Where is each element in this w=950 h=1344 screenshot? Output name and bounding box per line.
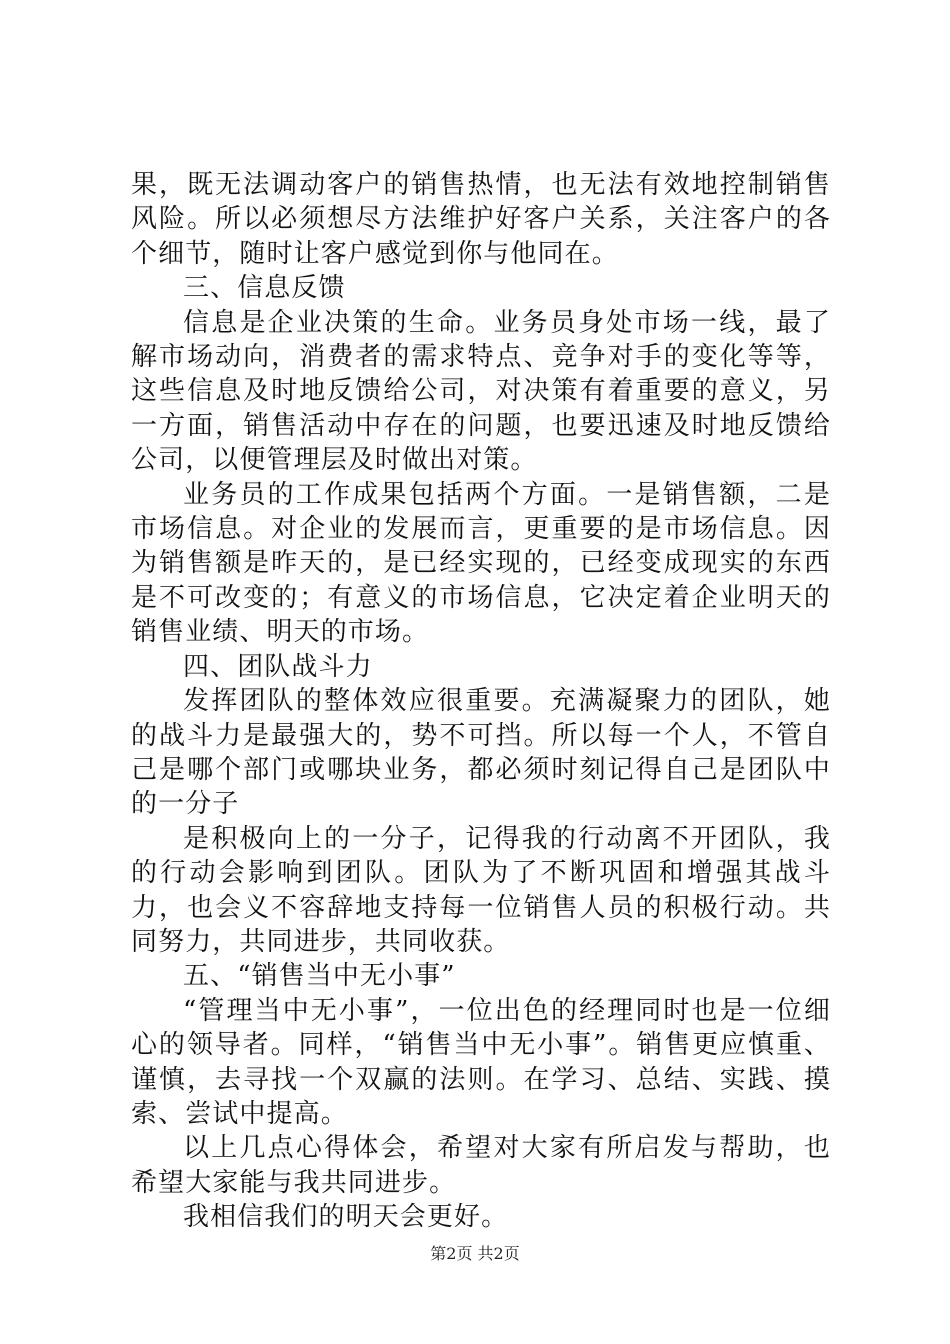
paragraph-work-results: 业务员的工作成果包括两个方面。一是销售额，二是市场信息。对企业的发展而言，更重要的是市场信息。因为销售额是昨天的，是已经实现的，已经变成现实的东西是不可改变的；有意义的市场信息，它决定着企业明天的销售业绩、明天的市场。 bbox=[131, 479, 831, 648]
paragraph-information: 信息是企业决策的生命。业务员身处市场一线，最了解市场动向，消费者的需求特点、竞争对手的变化等等，这些信息及时地反馈给公司，对决策有着重要的意义，另一方面，销售活动中存在的问题，也要迅速及时地反馈给公司，以便管理层及时做出对策。 bbox=[131, 307, 831, 476]
paragraph-continuation: 果，既无法调动客户的销售热情，也无法有效地控制销售风险。所以必须想尽方法维护好客户关系，关注客户的各个细节，随时让客户感觉到你与他同在。 bbox=[131, 170, 831, 269]
section-heading-no-small-matters: 五、“销售当中无小事” bbox=[183, 961, 456, 992]
section-heading-information-feedback: 三、信息反馈 bbox=[183, 273, 346, 304]
paragraph-management: “管理当中无小事”，一位出色的经理同时也是一位细心的领导者。同样，“销售当中无小事”。销售更应慎重、谨慎，去寻找一个双赢的法则。在学习、总结、实践、摸索、尝试中提高。 bbox=[131, 995, 831, 1129]
page-number-footer: 第2页 共2页 bbox=[430, 1244, 520, 1263]
paragraph-team-action: 是积极向上的一分子，记得我的行动离不开团队，我的行动会影响到团队。团队为了不断巩固和增强其战斗力，也会义不容辞地支持每一位销售人员的积极行动。共同努力，共同进步，共同收获。 bbox=[131, 823, 831, 957]
paragraph-summary: 以上几点心得体会，希望对大家有所启发与帮助，也希望大家能与我共同进步。 bbox=[131, 1133, 831, 1198]
section-heading-team-strength: 四、团队战斗力 bbox=[183, 651, 373, 682]
paragraph-closing: 我相信我们的明天会更好。 bbox=[183, 1202, 509, 1233]
paragraph-team-effect: 发挥团队的整体效应很重要。充满凝聚力的团队，她的战斗力是最强大的，势不可挡。所以每一个人，不管自己是哪个部门或哪块业务，都必须时刻记得自己是团队中的一分子 bbox=[131, 686, 831, 820]
document-body bbox=[131, 168, 831, 1235]
